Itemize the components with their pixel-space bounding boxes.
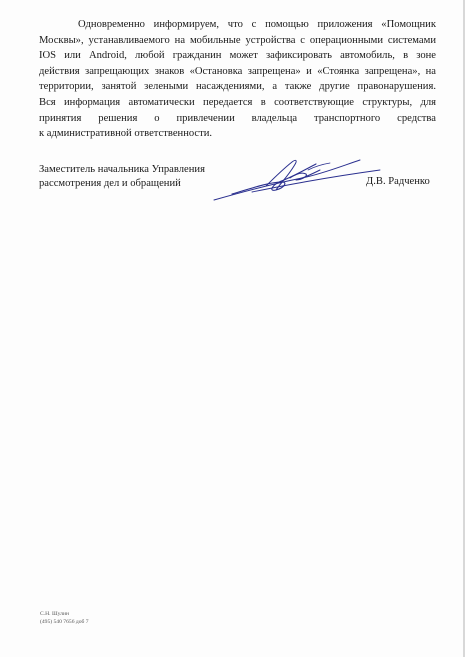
paragraph-line: Москвы», устанавливаемого на мобильные устройства с операционными системами (39, 34, 436, 46)
letter-paragraph (39, 17, 436, 142)
paragraph-line: IOS или Android, любой гражданин может зафиксировать автомобиль, в зоне (39, 50, 436, 62)
paragraph-line: принятия решения о привлечении владельца транспортного средства (39, 112, 436, 124)
paragraph-line: действия запрещающих знаков «Остановка запрещена» и «Стоянка запрещена», на (39, 65, 436, 77)
paragraph-line: территории, занятой зелеными насаждениями, а также другие правонарушения. (39, 81, 436, 93)
paragraph-line: Одновременно информируем, что с помощью приложения «Помощник (78, 19, 436, 30)
handwritten-signature (212, 148, 382, 208)
signer-position-line: Заместитель начальника Управления (39, 164, 205, 175)
paragraph-line: Вся информация автоматически передается в соответствующие структуры, для (39, 96, 436, 108)
signature-strokes (214, 160, 380, 200)
executor-phone: (495) 540 7656 доб 7 (40, 619, 89, 625)
signer-position (39, 163, 205, 190)
executor-name: С.Н. Шулин (40, 611, 69, 617)
signer-position-line: рассмотрения дел и обращений (39, 177, 181, 189)
executor-info (40, 610, 89, 626)
paragraph-line: к административной ответственности. (39, 128, 213, 140)
signer-name: Д.В. Радченко (366, 176, 430, 187)
